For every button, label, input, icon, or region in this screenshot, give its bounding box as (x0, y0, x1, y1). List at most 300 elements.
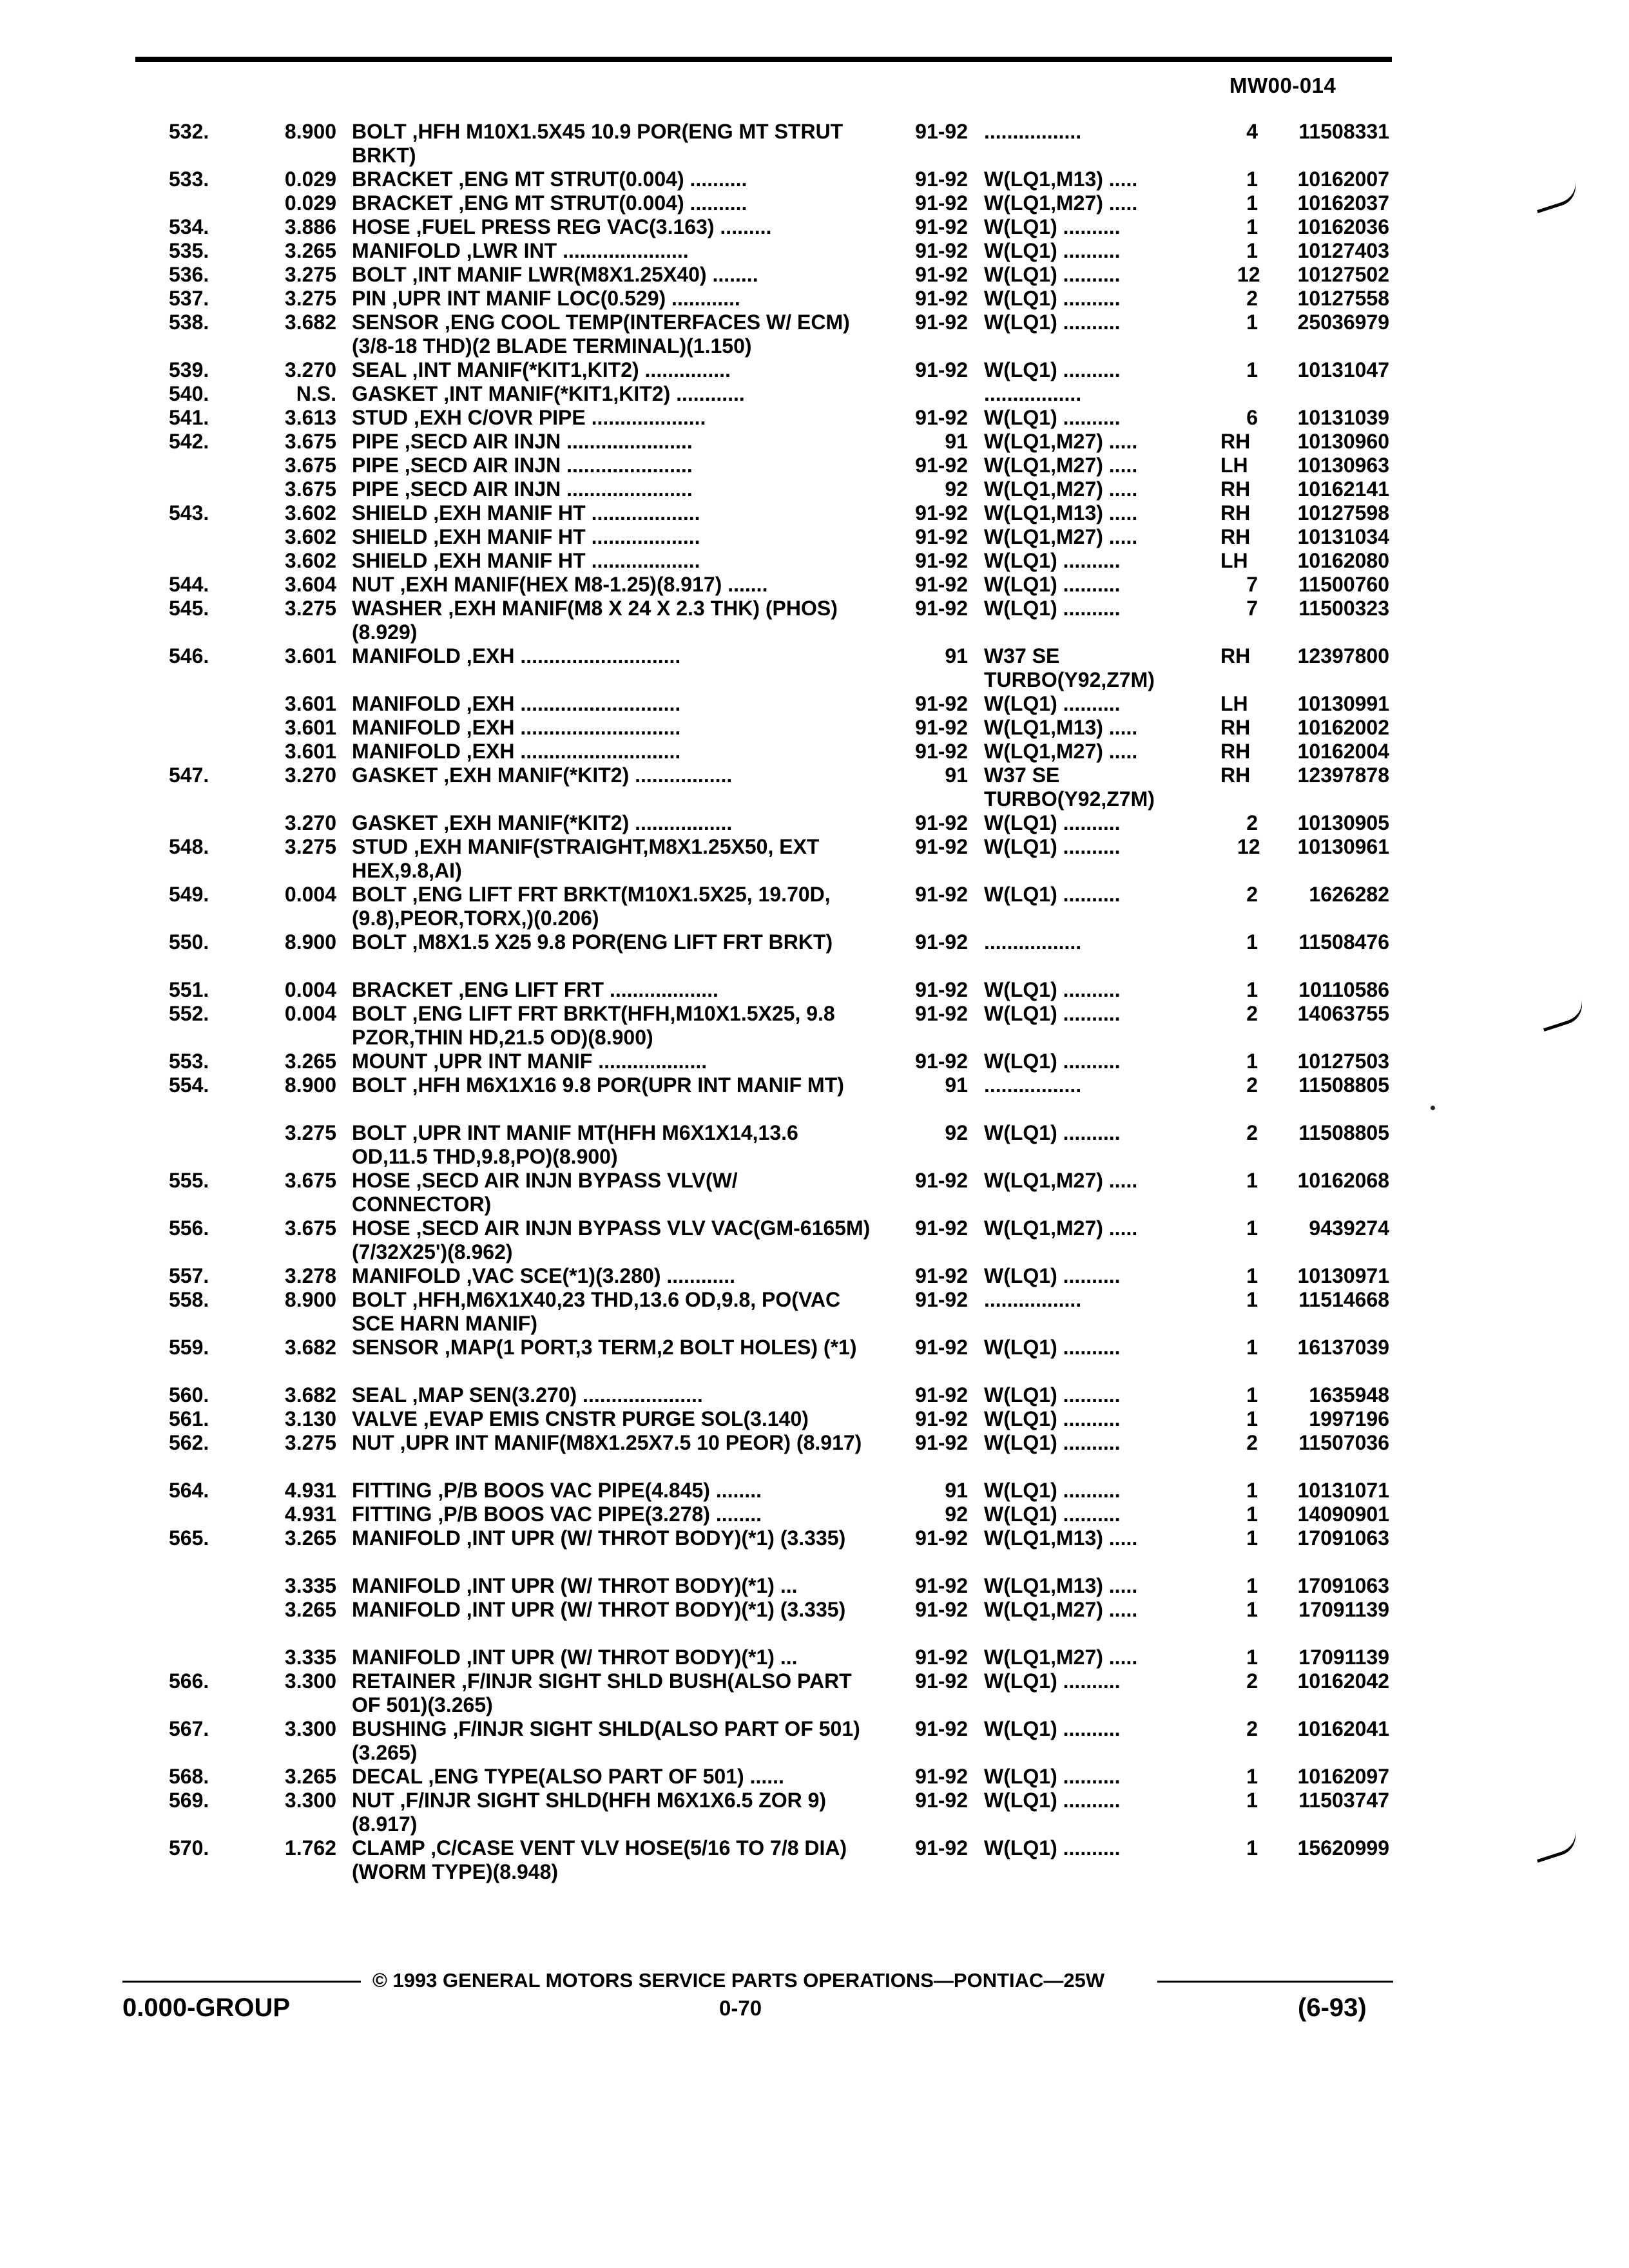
group-number: 3.682 (284, 1383, 336, 1407)
quantity: 1 (1246, 1479, 1258, 1502)
model-years: 91-92 (915, 239, 968, 262)
part-row (0, 835, 1629, 883)
part-number: 10162007 (1297, 168, 1389, 191)
model-years: 91-92 (915, 454, 968, 477)
side: RH (1220, 716, 1251, 739)
group-number: 3.335 (284, 1646, 336, 1669)
description (352, 287, 878, 311)
usage: W(LQ1) .......... (984, 811, 1121, 834)
description (352, 120, 878, 168)
part-number: 10127403 (1297, 239, 1389, 262)
description (352, 883, 878, 930)
usage: W(LQ1) .......... (984, 692, 1121, 715)
usage: W(LQ1) .......... (984, 1836, 1121, 1860)
ref-number: 559. (169, 1336, 209, 1359)
dot-leader: ................... (585, 525, 700, 548)
group-number: 3.601 (284, 644, 336, 668)
usage: W(LQ1,M13) ..... (984, 168, 1138, 191)
part-row (0, 978, 1629, 1002)
usage: W(LQ1) .......... (984, 1789, 1121, 1812)
part-row (0, 716, 1629, 740)
quantity: 2 (1246, 1717, 1258, 1740)
part-number: 10130971 (1297, 1264, 1389, 1287)
model-years: 91-92 (915, 978, 968, 1001)
part-number: 16137039 (1297, 1336, 1389, 1359)
group-number: 0.004 (284, 1002, 336, 1025)
description (352, 1169, 878, 1216)
quantity: 2 (1246, 1121, 1258, 1144)
usage: W(LQ1,M27) ..... (984, 740, 1138, 763)
ref-number: 551. (169, 978, 209, 1001)
description (352, 406, 878, 430)
dot-leader: ......... (714, 215, 772, 238)
part-row (0, 191, 1629, 215)
description (352, 1574, 878, 1598)
description-text: GASKET ,INT MANIF(*KIT1,KIT2) (352, 382, 671, 405)
ref-number: 540. (169, 382, 209, 405)
group-number: 3.270 (284, 811, 336, 834)
description-text: BOLT ,M8X1.5 X25 9.8 POR(ENG LIFT FRT BRKT) (352, 930, 833, 954)
ref-number: 535. (169, 239, 209, 262)
description (352, 215, 878, 239)
dot-leader: ........ (709, 1503, 762, 1526)
quantity: 2 (1246, 1073, 1258, 1097)
description-text: HOSE ,FUEL PRESS REG VAC(3.163) (352, 215, 715, 238)
quantity: 12 (1237, 263, 1260, 286)
side: LH (1220, 692, 1248, 715)
model-years: 91-92 (915, 1336, 968, 1359)
part-number: 10162141 (1297, 477, 1389, 501)
usage: W(LQ1,M13) ..... (984, 1526, 1138, 1550)
model-years: 91-92 (915, 263, 968, 286)
usage: W(LQ1) .......... (984, 1669, 1121, 1693)
group-number: 3.602 (284, 549, 336, 572)
usage: W(LQ1) .......... (984, 263, 1121, 286)
quantity: 2 (1246, 1002, 1258, 1025)
part-number: 14090901 (1297, 1503, 1389, 1526)
part-row (0, 1789, 1629, 1836)
part-number: 11514668 (1298, 1288, 1389, 1311)
model-years: 92 (945, 1503, 968, 1526)
model-years: 92 (945, 1121, 968, 1144)
part-row (0, 1121, 1629, 1169)
description-text: MANIFOLD ,LWR INT (352, 239, 557, 262)
part-number: 11507036 (1298, 1431, 1389, 1454)
description (352, 1002, 878, 1050)
group-number: 3.602 (284, 525, 336, 548)
part-number: 25036979 (1297, 311, 1389, 334)
part-row (0, 1407, 1629, 1431)
quantity: 1 (1246, 930, 1258, 954)
part-row (0, 477, 1629, 501)
description (352, 358, 878, 382)
quantity: 1 (1246, 1288, 1258, 1311)
part-number: 10131039 (1297, 406, 1389, 429)
model-years: 92 (945, 477, 968, 501)
part-row (0, 1526, 1629, 1574)
usage: W(LQ1) .......... (984, 406, 1121, 429)
part-number: 10127503 (1297, 1050, 1389, 1073)
model-years: 91-92 (915, 1717, 968, 1740)
ref-number: 564. (169, 1479, 209, 1502)
description-text: BRACKET ,ENG MT STRUT(0.004) (352, 191, 684, 215)
group-number: 8.900 (284, 1288, 336, 1311)
part-number: 10162037 (1297, 191, 1389, 215)
group-number: N.S. (296, 382, 336, 405)
group-number: 3.270 (284, 764, 336, 787)
footer-page-number: 0-70 (719, 1996, 762, 2020)
usage: W(LQ1) .......... (984, 1765, 1121, 1788)
usage: W(LQ1) .......... (984, 835, 1121, 858)
group-number: 3.265 (284, 1526, 336, 1550)
side: RH (1220, 740, 1251, 763)
usage: W(LQ1) .......... (984, 978, 1121, 1001)
usage: W(LQ1) .......... (984, 1431, 1121, 1454)
dot-leader: .......... (684, 168, 747, 191)
group-number: 3.265 (284, 1598, 336, 1621)
model-years: 91-92 (915, 1526, 968, 1550)
description (352, 239, 878, 263)
quantity: 1 (1246, 1598, 1258, 1621)
quantity: 2 (1246, 811, 1258, 834)
usage: W(LQ1,M27) ..... (984, 430, 1138, 453)
quantity: 1 (1246, 1574, 1258, 1597)
ref-number: 557. (169, 1264, 209, 1287)
part-number: 1626282 (1309, 883, 1389, 906)
dot-leader: ............ (660, 1264, 736, 1287)
group-number: 3.300 (284, 1669, 336, 1693)
part-row (0, 1216, 1629, 1264)
model-years: 91-92 (915, 811, 968, 834)
usage: W(LQ1,M13) ..... (984, 716, 1138, 739)
usage: W(LQ1,M27) ..... (984, 525, 1138, 548)
group-number: 3.278 (284, 1264, 336, 1287)
part-row (0, 1836, 1629, 1884)
part-row (0, 430, 1629, 454)
description-text: PIN ,UPR INT MANIF LOC(0.529) (352, 287, 666, 310)
part-row (0, 358, 1629, 382)
group-number: 3.300 (284, 1717, 336, 1740)
dot-leader: ............... (639, 358, 731, 381)
part-row (0, 1169, 1629, 1216)
group-number: 4.931 (284, 1479, 336, 1502)
description-text: VALVE ,EVAP EMIS CNSTR PURGE SOL(3.140) (352, 1407, 809, 1430)
group-number: 3.675 (284, 454, 336, 477)
model-years: 91-92 (915, 1669, 968, 1693)
model-years: 91-92 (915, 1598, 968, 1621)
group-number: 0.004 (284, 883, 336, 906)
part-row (0, 168, 1629, 191)
description-text: MANIFOLD ,EXH (352, 692, 515, 715)
ref-number: 537. (169, 287, 209, 310)
part-number: 12397800 (1297, 644, 1389, 668)
description-text: FITTING ,P/B BOOS VAC PIPE(4.845) (352, 1479, 710, 1502)
usage: W(LQ1) .......... (984, 239, 1121, 262)
part-number: 11508805 (1298, 1121, 1389, 1144)
ref-number: 545. (169, 597, 209, 620)
part-number: 1635948 (1309, 1383, 1389, 1407)
model-years: 91-92 (915, 716, 968, 739)
part-row (0, 1050, 1629, 1073)
description-text: BOLT ,UPR INT MANIF MT(HFH M6X1X14,13.6 OD,11.5 THD,9.8,PO)(8.900) (352, 1121, 798, 1168)
side: LH (1220, 549, 1248, 572)
model-years: 91-92 (915, 406, 968, 429)
description (352, 1121, 878, 1169)
part-number: 10162042 (1297, 1669, 1389, 1693)
quantity: 12 (1237, 835, 1260, 858)
side: RH (1220, 764, 1251, 787)
usage: W(LQ1,M27) ..... (984, 1646, 1138, 1669)
description (352, 1789, 878, 1836)
group-number: 3.601 (284, 716, 336, 739)
description-text: BUSHING ,F/INJR SIGHT SHLD(ALSO PART OF 501)(3.265) (352, 1717, 860, 1764)
part-number: 17091063 (1297, 1526, 1389, 1550)
group-number: 3.275 (284, 263, 336, 286)
description (352, 382, 878, 406)
usage: W(LQ1,M27) ..... (984, 191, 1138, 215)
description (352, 1336, 878, 1360)
description-text: MANIFOLD ,INT UPR (W/ THROT BODY)(*1) (3.335) (352, 1598, 846, 1621)
usage: W(LQ1) .......... (984, 215, 1121, 238)
part-number: 10162097 (1297, 1765, 1389, 1788)
part-number: 17091139 (1298, 1646, 1389, 1669)
side: RH (1220, 525, 1251, 548)
quantity: 1 (1246, 1216, 1258, 1240)
ref-number: 570. (169, 1836, 209, 1860)
part-row (0, 1646, 1629, 1669)
group-number: 3.604 (284, 573, 336, 596)
part-number: 11508331 (1298, 120, 1389, 143)
ref-number: 569. (169, 1789, 209, 1812)
usage: W(LQ1) .......... (984, 1479, 1121, 1502)
quantity: 1 (1246, 1503, 1258, 1526)
model-years: 91-92 (915, 597, 968, 620)
description-text: SEAL ,MAP SEN(3.270) (352, 1383, 577, 1407)
usage: W(LQ1,M13) ..... (984, 1574, 1138, 1597)
part-number: 10162080 (1297, 549, 1389, 572)
ref-number: 567. (169, 1717, 209, 1740)
group-number: 3.682 (284, 1336, 336, 1359)
part-row (0, 811, 1629, 835)
part-number: 10130905 (1297, 811, 1389, 834)
description (352, 644, 878, 668)
part-row (0, 1073, 1629, 1121)
model-years: 91-92 (915, 573, 968, 596)
group-number: 8.900 (284, 120, 336, 143)
quantity: 1 (1246, 358, 1258, 381)
description-text: SENSOR ,ENG COOL TEMP(INTERFACES W/ ECM)(3/8-18 THD)(2 BLADE TERMINAL)(1.150) (352, 311, 850, 358)
footer-rule-left (122, 1981, 361, 1983)
description-text: SHIELD ,EXH MANIF HT (352, 501, 586, 524)
group-number: 3.601 (284, 692, 336, 715)
model-years: 91-92 (915, 1288, 968, 1311)
description (352, 835, 878, 883)
part-number: 17091139 (1298, 1598, 1389, 1621)
part-number: 9439274 (1309, 1216, 1389, 1240)
part-row (0, 1264, 1629, 1288)
ref-number: 539. (169, 358, 209, 381)
description (352, 1431, 878, 1455)
group-number: 0.029 (284, 191, 336, 215)
description-text: SHIELD ,EXH MANIF HT (352, 549, 586, 572)
model-years: 91-92 (915, 1789, 968, 1812)
group-number: 3.601 (284, 740, 336, 763)
model-years: 91-92 (915, 549, 968, 572)
part-number: 10110586 (1298, 978, 1389, 1001)
group-number: 3.275 (284, 287, 336, 310)
usage: W(LQ1) .......... (984, 287, 1121, 310)
ref-number: 558. (169, 1288, 209, 1311)
usage: W(LQ1,M27) ..... (984, 1216, 1138, 1240)
model-years: 91-92 (915, 692, 968, 715)
group-number: 3.270 (284, 358, 336, 381)
model-years: 91-92 (915, 287, 968, 310)
footer-group: 0.000-GROUP (122, 1994, 291, 2022)
footer-date: (6-93) (1298, 1994, 1367, 2022)
usage: W(LQ1) .......... (984, 1050, 1121, 1073)
part-row (0, 1336, 1629, 1383)
description-text: MANIFOLD ,VAC SCE(*1)(3.280) (352, 1264, 661, 1287)
part-row (0, 382, 1629, 406)
description-text: GASKET ,EXH MANIF(*KIT2) (352, 811, 630, 834)
usage: W(LQ1) .......... (984, 1383, 1121, 1407)
part-number: 10162004 (1297, 740, 1389, 763)
description (352, 477, 878, 501)
dot-leader: ................. (629, 764, 733, 787)
part-number: 10130961 (1297, 835, 1389, 858)
dot-leader: ...... (744, 1765, 784, 1788)
model-years: 91-92 (915, 1169, 968, 1192)
part-number: 10131071 (1297, 1479, 1389, 1502)
description (352, 1526, 878, 1550)
description-text: BOLT ,HFH M10X1.5X45 10.9 POR(ENG MT STRUT BRKT) (352, 120, 843, 167)
ink-speck (1431, 1106, 1435, 1110)
model-years: 91 (945, 764, 968, 787)
description (352, 168, 878, 191)
ref-number: 544. (169, 573, 209, 596)
model-years: 91-92 (915, 1574, 968, 1597)
part-row (0, 1765, 1629, 1789)
part-row (0, 215, 1629, 239)
group-number: 8.900 (284, 930, 336, 954)
quantity: 1 (1246, 311, 1258, 334)
usage: W(LQ1) .......... (984, 358, 1121, 381)
ref-number: 533. (169, 168, 209, 191)
description-text: BRACKET ,ENG MT STRUT(0.004) (352, 168, 684, 191)
description-text: STUD ,EXH C/OVR PIPE (352, 406, 586, 429)
ref-number: 552. (169, 1002, 209, 1025)
description (352, 1216, 878, 1264)
part-number: 10162002 (1297, 716, 1389, 739)
ref-number: 568. (169, 1765, 209, 1788)
side: RH (1220, 430, 1251, 453)
description-text: BOLT ,HFH M6X1X16 9.8 POR(UPR INT MANIF MT) (352, 1073, 844, 1097)
group-number: 3.675 (284, 430, 336, 453)
part-row (0, 311, 1629, 358)
page-code: MW00-014 (1229, 73, 1336, 97)
usage: W(LQ1) .......... (984, 549, 1121, 572)
model-years: 91-92 (915, 1836, 968, 1860)
group-number: 3.265 (284, 239, 336, 262)
side: RH (1220, 477, 1251, 501)
part-number: 10130963 (1297, 454, 1389, 477)
ref-number: 546. (169, 644, 209, 668)
description (352, 1479, 878, 1503)
description-text: RETAINER ,F/INJR SIGHT SHLD BUSH(ALSO PART OF 501)(3.265) (352, 1669, 852, 1716)
part-number: 10162068 (1297, 1169, 1389, 1192)
description (352, 1288, 878, 1336)
model-years: 91-92 (915, 120, 968, 143)
usage: W37 SE TURBO(Y92,Z7M) (984, 764, 1155, 811)
group-number: 3.275 (284, 1431, 336, 1454)
group-number: 3.675 (284, 1216, 336, 1240)
part-number: 10130991 (1297, 692, 1389, 715)
ref-number: 566. (169, 1669, 209, 1693)
dot-leader: ...................... (561, 454, 693, 477)
part-number: 15620999 (1297, 1836, 1389, 1860)
quantity: 2 (1246, 287, 1258, 310)
dot-leader: ...................... (561, 477, 693, 501)
part-number: 10127558 (1297, 287, 1389, 310)
group-number: 0.029 (284, 168, 336, 191)
description-text: HOSE ,SECD AIR INJN BYPASS VLV VAC(GM-6165M)(7/32X25')(8.962) (352, 1216, 871, 1264)
usage: W(LQ1) .......... (984, 1407, 1121, 1430)
usage: W(LQ1) .......... (984, 1264, 1121, 1287)
usage: W(LQ1) .......... (984, 1503, 1121, 1526)
ref-number: 555. (169, 1169, 209, 1192)
description (352, 1836, 878, 1884)
dot-leader: ...................... (561, 430, 693, 453)
group-number: 3.682 (284, 311, 336, 334)
ref-number: 538. (169, 311, 209, 334)
part-row (0, 764, 1629, 811)
group-number: 3.275 (284, 597, 336, 620)
description-text: MANIFOLD ,INT UPR (W/ THROT BODY)(*1) (352, 1646, 775, 1669)
dot-leader: ............................ (514, 644, 681, 668)
description-text: DECAL ,ENG TYPE(ALSO PART OF 501) (352, 1765, 744, 1788)
description (352, 454, 878, 477)
part-number: 10162041 (1297, 1717, 1389, 1740)
part-number: 11508805 (1298, 1073, 1389, 1097)
description (352, 978, 878, 1002)
usage: W(LQ1,M27) ..... (984, 477, 1138, 501)
dot-leader: ............................ (514, 740, 681, 763)
model-years: 91-92 (915, 215, 968, 238)
model-years: 91-92 (915, 168, 968, 191)
quantity: 1 (1246, 1264, 1258, 1287)
dot-leader: ... (774, 1574, 798, 1597)
part-number: 11500323 (1298, 597, 1389, 620)
ref-number: 561. (169, 1407, 209, 1430)
quantity: 1 (1246, 1646, 1258, 1669)
part-row (0, 1002, 1629, 1050)
model-years: 91-92 (915, 930, 968, 954)
description-text: NUT ,F/INJR SIGHT SHLD(HFH M6X1X6.5 ZOR 9)(8.917) (352, 1789, 827, 1836)
dot-leader: ............ (670, 382, 745, 405)
ref-number: 543. (169, 501, 209, 524)
group-number: 3.130 (284, 1407, 336, 1430)
part-row (0, 1598, 1629, 1646)
description (352, 1717, 878, 1765)
part-number: 1997196 (1309, 1407, 1389, 1430)
part-row (0, 692, 1629, 716)
part-number: 10131047 (1297, 358, 1389, 381)
group-number: 3.275 (284, 835, 336, 858)
part-row (0, 883, 1629, 930)
part-row (0, 573, 1629, 597)
quantity: 1 (1246, 239, 1258, 262)
footer-rule-right (1157, 1981, 1393, 1983)
